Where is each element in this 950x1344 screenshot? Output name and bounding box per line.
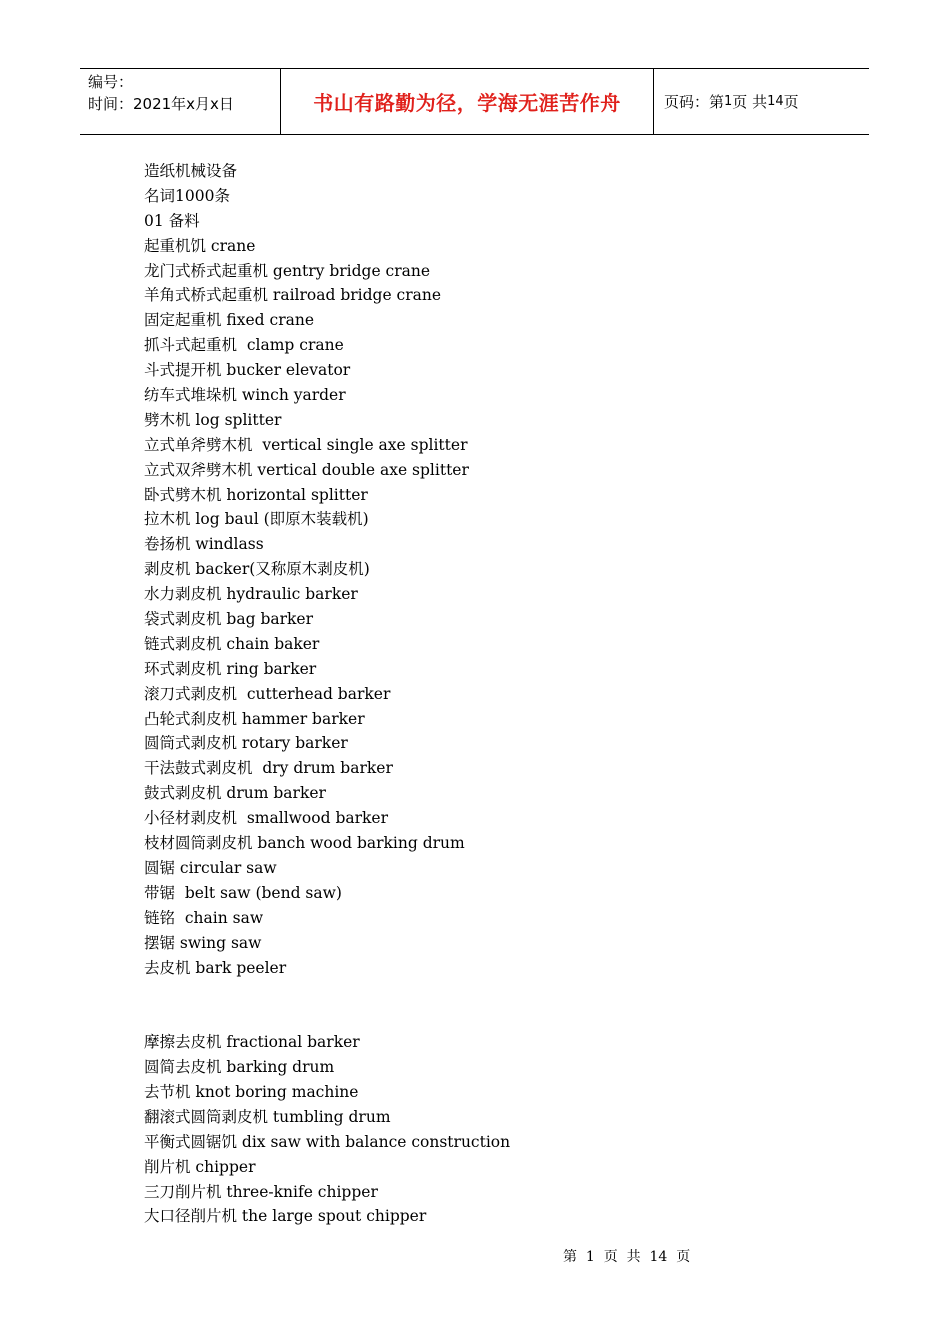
page-footer: 第 1 页 共 14 页 bbox=[563, 1249, 691, 1265]
term-list-block-1 bbox=[144, 234, 844, 981]
page-current: 1 bbox=[724, 94, 733, 109]
term-entry: 拉木机 log baul (即原木装载机) bbox=[144, 510, 369, 529]
term-entry: 干法鼓式剥皮机 dry drum barker bbox=[144, 759, 393, 778]
term-entry: 抓斗式起重机 clamp crane bbox=[144, 336, 344, 355]
term-entry: 斗式提开机 bucker elevator bbox=[144, 361, 351, 380]
term-entry: 劈木机 log splitter bbox=[144, 410, 282, 429]
term-entry: 平衡式圆锯饥 dix saw with balance construction bbox=[144, 1132, 511, 1151]
term-entry: 摩擦去皮机 fractional barker bbox=[144, 1033, 360, 1052]
term-entry: 袋式剥皮机 bag barker bbox=[144, 610, 313, 629]
term-entry: 圆锯 circular saw bbox=[144, 858, 277, 877]
term-entry: 滚刀式剥皮机 cutterhead barker bbox=[144, 684, 391, 703]
document-header bbox=[80, 68, 869, 135]
term-entry: 水力剥皮机 hydraulic barker bbox=[144, 585, 358, 604]
term-entry: 带锯 belt saw (bend saw) bbox=[144, 883, 342, 902]
term-list-block-2 bbox=[144, 1030, 844, 1229]
term-entry: 鼓式剥皮机 drum barker bbox=[144, 784, 326, 803]
term-entry: 三刀削片机 three-knife chipper bbox=[144, 1182, 378, 1201]
page-total: 14 bbox=[767, 94, 784, 109]
document-body bbox=[144, 159, 844, 1229]
term-entry: 摆锯 swing saw bbox=[144, 933, 262, 952]
section-heading: 01 备料 bbox=[144, 211, 200, 230]
term-entry: 固定起重机 fixed crane bbox=[144, 311, 315, 330]
term-entry: 大口径削片机 the large spout chipper bbox=[144, 1207, 427, 1226]
document-number-label: 编号： bbox=[88, 73, 134, 91]
page-info-prefix: 页码：第 bbox=[664, 93, 725, 111]
page-info-suffix: 页 bbox=[783, 93, 799, 111]
term-entry: 环式剥皮机 ring barker bbox=[144, 659, 317, 678]
term-entry: 去皮机 bark peeler bbox=[144, 958, 287, 977]
term-entry: 卷扬机 windlass bbox=[144, 535, 264, 554]
term-entry: 链铭 chain saw bbox=[144, 908, 264, 927]
term-entry: 卧式劈木机 horizontal splitter bbox=[144, 485, 368, 504]
header-page-info bbox=[654, 69, 869, 134]
term-entry: 凸轮式刹皮机 hammer barker bbox=[144, 709, 365, 728]
term-entry: 立式双斧劈木机 vertical double axe splitter bbox=[144, 460, 469, 479]
term-entry: 去节机 knot boring machine bbox=[144, 1082, 359, 1101]
term-entry: 翻滚式圆筒剥皮机 tumbling drum bbox=[144, 1107, 391, 1126]
term-entry: 羊角式桥式起重机 railroad bridge crane bbox=[144, 286, 442, 305]
document-title: 造纸机械设备 bbox=[144, 162, 238, 180]
document-subtitle: 名词1000条 bbox=[144, 186, 230, 205]
term-entry: 链式剥皮机 chain baker bbox=[144, 634, 320, 653]
term-entry: 圆简去皮机 barking drum bbox=[144, 1058, 335, 1077]
block-gap bbox=[144, 980, 844, 1030]
term-entry: 小径材剥皮机 smallwood barker bbox=[144, 809, 388, 828]
term-entry: 纺车式堆垛机 winch yarder bbox=[144, 386, 346, 405]
header-meta bbox=[80, 69, 281, 134]
term-entry: 削片机 chipper bbox=[144, 1157, 256, 1176]
term-entry: 圆筒式剥皮机 rotary barker bbox=[144, 734, 348, 753]
term-entry: 立式单斧劈木机 vertical single axe splitter bbox=[144, 435, 468, 454]
term-entry: 起重机饥 crane bbox=[144, 236, 256, 255]
term-entry: 龙门式桥式起重机 gentry bridge crane bbox=[144, 261, 431, 280]
term-entry: 枝材圆筒剥皮机 banch wood barking drum bbox=[144, 834, 465, 853]
header-motto: 书山有路勤为径，学海无涯苦作舟 bbox=[281, 69, 654, 134]
term-entry: 剥皮机 backer(又称原木剥皮机) bbox=[144, 560, 370, 579]
page-info-mid: 页 共 bbox=[732, 93, 768, 111]
document-date: 时间：2021年x月x日 bbox=[88, 95, 234, 113]
